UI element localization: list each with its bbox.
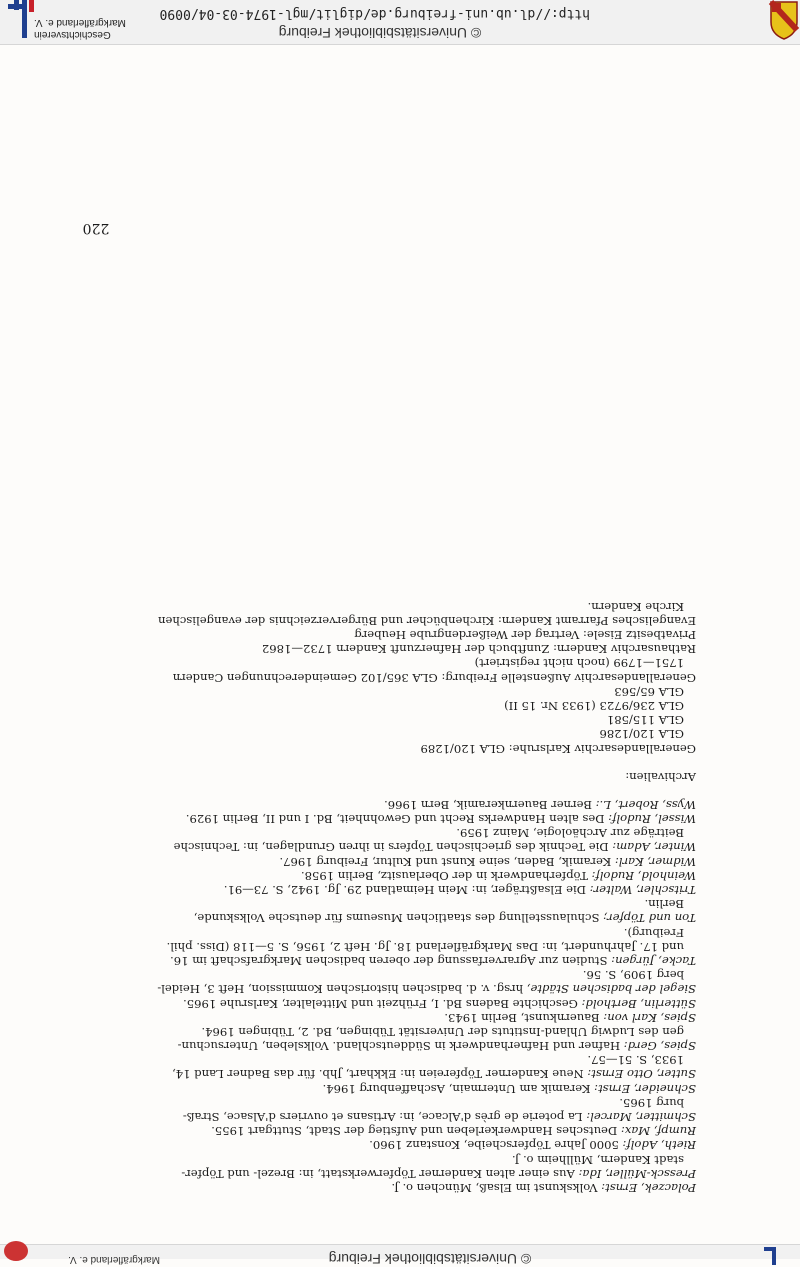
archive-line: Kirche Kandern.	[587, 599, 684, 614]
viewer-header	[0, 0, 800, 45]
reference-text: Studien zur Agrarverfassung der oberen badischen Markgrafschaft im 16.	[170, 954, 612, 968]
section-gap	[96, 784, 696, 798]
reference-continuation: burg 1965.	[619, 1095, 684, 1110]
reference-text: hrsg. v. d. badischen historischen Kommission, Heft 3, Heidel-	[157, 982, 527, 997]
reference-text: Bauernkunst, Berlin 1943.	[444, 1010, 604, 1025]
archive-line: GLA 236/9723 (1933 Nr. 15 II)	[504, 699, 684, 713]
archive-line: Generallandesarchiv Karlsruhe: GLA 120/1289	[420, 741, 696, 756]
footer-society-name: Markgräflerland e. V.	[68, 1254, 160, 1265]
reference-entry	[96, 855, 696, 869]
reference-text: Volkskunst im Elsaß, München o. J.	[391, 1181, 602, 1195]
reference-text: Schulausstellung des staatlichen Museums für deutsche Volkskunde,	[193, 911, 604, 926]
page-url[interactable]: http://dl.ub.uni-freiburg.de/diglit/mgl-1974-03-04/0090	[159, 6, 590, 21]
archive-line: Generallandesarchiv Außenstelle Freiburg: GLA 365/102 Gemeinderechnungen Candern	[172, 670, 696, 685]
reference-continuation: und 17. Jahrhundert, in: Das Markgräflerland 18. Jg. Heft 2, 1956, S. 5—118 (Diss. phil.	[166, 939, 684, 954]
reference-entry	[96, 1082, 696, 1096]
footer-logo-icon	[760, 1247, 790, 1265]
reference-continuation: gen des Ludwig Uhland-Instituts der Universität Tübingen, Bd. 2, Tübingen 1964.	[201, 1024, 684, 1039]
reference-author: Pressck-Müller, Ida:	[578, 1166, 696, 1181]
reference-author: Wyss, Robert, L.:	[595, 797, 696, 812]
reference-continuation: Beiträge zur Archäologie, Mainz 1959.	[456, 826, 684, 841]
reference-text: Geschichte Badens Bd. I, Frühzeit und Mittelalter, Karlsruhe 1965.	[183, 996, 582, 1011]
reference-entry	[96, 1138, 696, 1152]
society-crest-icon	[768, 0, 800, 40]
reference-continuation: Freiburg).	[623, 925, 684, 940]
reference-entry	[96, 1124, 696, 1138]
page-number: 220	[82, 220, 110, 236]
reference-entry	[96, 883, 696, 897]
reference-text: Neue Kanderner Töpfereien in: Ekkhart, Jhb. für das Badner Land 14,	[172, 1067, 588, 1082]
reference-author: Widmer, Karl:	[614, 854, 696, 869]
society-name	[34, 16, 144, 40]
reference-continuation: stadt Kandern, Müllheim o. J.	[511, 1152, 684, 1167]
reference-entry	[96, 1011, 696, 1025]
viewer-footer	[0, 1244, 800, 1267]
reference-text: La poterie de grès d'Alcace, in: Artisans et ouvriers d'Alsace, Straß-	[182, 1110, 587, 1125]
reference-entry	[96, 911, 696, 925]
archive-line: 1751—1799 (noch nicht registriert)	[474, 656, 684, 671]
reference-author: Tritschler, Walter:	[589, 883, 696, 898]
reference-entry	[96, 1039, 696, 1053]
reference-author: Ton und Töpfer;	[603, 911, 696, 926]
bibliography	[96, 600, 696, 1196]
reference-entry	[96, 982, 696, 996]
reference-text: Aus einer alten Kanderner Töpferwerkstatt, in: Brezel- und Töpfer-	[181, 1166, 579, 1181]
reference-author: Spies, Karl von:	[603, 1010, 696, 1025]
reference-author: Schneider, Ernst:	[594, 1081, 696, 1096]
reference-text: 5000 Jahre Töpferscheibe, Konstanz 1960.	[369, 1138, 623, 1153]
footer-library-credit: © Universitätsbibliothek Freiburg	[328, 1251, 532, 1267]
scanned-page	[0, 44, 800, 1245]
reference-text: Des alten Handwerks Recht und Gewohnheit, Bd. I und II, Berlin 1929.	[185, 812, 609, 827]
reference-continuation: Berlin.	[644, 897, 684, 912]
reference-text: Töpferhandwerk in der Oberlausitz, Berlin 1958.	[300, 868, 592, 883]
archive-line: Rathausarchiv Kandern: Zunftbuch der Hafnerzunft Kandern 1732—1862	[261, 642, 696, 657]
reference-entry	[96, 869, 696, 883]
reference-entry	[96, 1181, 696, 1195]
section-gap	[96, 756, 696, 770]
reference-continuation: berg 1909, S. 56.	[582, 968, 684, 983]
reference-text: Keramik, Baden, seine Kunst und Kultur, Freiburg 1967.	[279, 854, 615, 869]
reference-continuation: 1933, S. 51—57.	[587, 1053, 684, 1068]
reference-author: Weinhold, Rudolf:	[591, 868, 696, 883]
reference-text: Die Technik des griechischen Töpfers in ihren Grundlagen, in: Technische	[173, 840, 613, 855]
reference-entry	[96, 996, 696, 1010]
archive-line: GLA 65/563	[614, 684, 684, 699]
reference-entry	[96, 1167, 696, 1181]
reference-author: Winter, Adam:	[612, 840, 696, 855]
reference-entry	[96, 1110, 696, 1124]
reference-author: Rumpf, Max:	[620, 1124, 696, 1139]
reference-entry	[96, 954, 696, 968]
society-line-2: Markgräflerland e. V.	[34, 17, 126, 28]
reference-text: Die Elsaßträger, in: Mein Heimatland 29. Jg. 1942, S. 73—91.	[223, 883, 590, 898]
library-credit: © Universitätsbibliothek Freiburg	[278, 25, 482, 41]
archive-line: GLA 120/1286	[599, 727, 684, 742]
archive-line: GLA 115/581	[606, 713, 684, 728]
header-flipped	[0, 0, 800, 44]
reference-entry	[96, 840, 696, 854]
reference-author: Rieth, Adolf:	[622, 1138, 696, 1153]
archive-line: Evangelisches Pfarramt Kandern: Kirchenbücher und Bürgerverzeichnis der evangelischen	[158, 613, 696, 628]
reference-text: Hafner und Hafnerhandwerk in Süddeutschland. Volksleben, Untersuchun-	[177, 1039, 624, 1054]
reference-author: Polaczek, Ernst:	[601, 1181, 696, 1195]
archive-line: Privatbesitz Eisele: Vertrag der Weißerdengrube Heuberg	[354, 628, 696, 643]
footer-crest-icon	[2, 1247, 30, 1263]
reference-author: Tacke, Jürgen:	[611, 954, 696, 968]
society-line-1: Geschichtsverein	[34, 29, 111, 40]
archive-heading: Archivalien:	[625, 769, 696, 784]
reference-entry	[96, 1067, 696, 1081]
reference-entry	[96, 812, 696, 826]
reference-author: Sütterlin, Berthold:	[581, 996, 696, 1011]
reference-entry	[96, 798, 696, 812]
university-library-logo-icon	[0, 0, 50, 40]
reference-text: Berner Bauernkeramik, Bern 1966.	[384, 797, 596, 812]
reference-author: Siegel der badischen Städte,	[526, 982, 696, 997]
reference-text: Keramik am Untermain, Aschaffenburg 1964.	[322, 1081, 595, 1096]
page-content	[0, 44, 800, 1245]
reference-author: Sutter, Otto Ernst:	[587, 1067, 696, 1082]
reference-author: Wissel, Rudolf:	[608, 812, 696, 827]
reference-author: Spies, Gerd:	[623, 1039, 696, 1054]
reference-text: Deutsches Handwerkerleben und Aufstieg der Stadt, Stuttgart 1955.	[211, 1124, 621, 1139]
reference-author: Schmitter, Marcel:	[586, 1110, 696, 1125]
